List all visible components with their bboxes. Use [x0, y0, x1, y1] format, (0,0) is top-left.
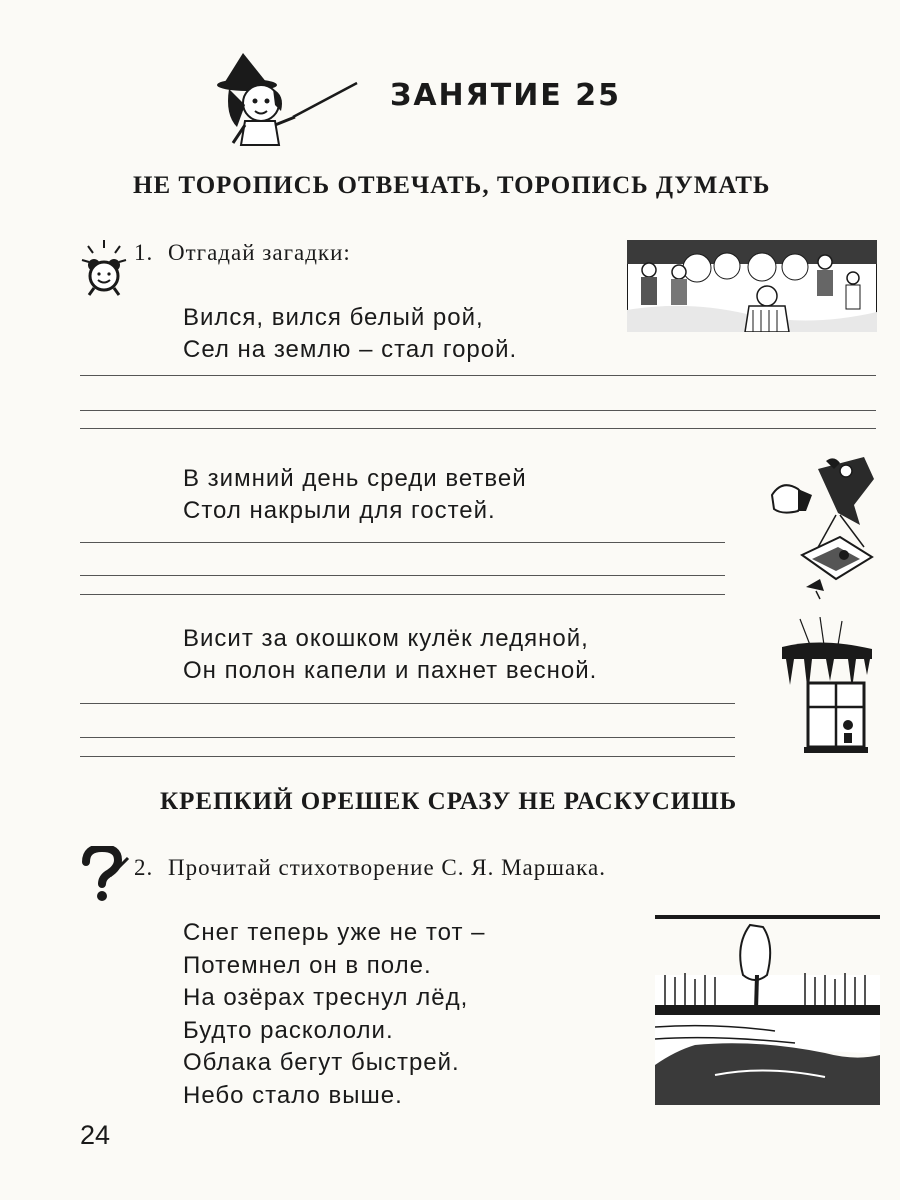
riddle-line: В зимний день среди ветвей	[183, 465, 527, 492]
task-1-prompt	[134, 240, 351, 266]
answer-line	[80, 756, 735, 757]
answer-line	[80, 594, 725, 595]
snow-children-illustration	[627, 240, 877, 332]
riddle-1	[183, 302, 517, 366]
section-title-2: КРЕПКИЙ ОРЕШЕК СРАЗУ НЕ РАСКУСИШЬ	[160, 788, 738, 815]
riddle-line: Висит за окошком кулёк ледяной,	[183, 625, 589, 652]
task-2-prompt	[134, 855, 606, 881]
task-number: 2.	[134, 855, 154, 880]
task-text: Прочитай стихотворение С. Я. Маршака.	[168, 855, 606, 880]
poem-line: Облака бегут быстрей.	[183, 1049, 460, 1076]
wizard-with-pointer-icon	[215, 45, 365, 150]
riddle-2	[183, 463, 527, 527]
lesson-title: ЗАНЯТИЕ 25	[390, 78, 621, 113]
section-title-1: НЕ ТОРОПИСЬ ОТВЕЧАТЬ, ТОРОПИСЬ ДУМАТЬ	[133, 172, 771, 199]
task-text: Отгадай загадки:	[168, 240, 351, 265]
answer-line	[80, 375, 876, 376]
spring-lake-illustration	[655, 915, 880, 1105]
riddle-line: Стол накрыли для гостей.	[183, 497, 496, 524]
icicle-window-illustration	[780, 617, 875, 759]
riddle-3	[183, 623, 597, 687]
answer-line	[80, 428, 876, 429]
riddle-line: Сел на землю – стал горой.	[183, 336, 518, 363]
bird-feeder-illustration	[768, 455, 878, 603]
answer-line	[80, 410, 876, 411]
question-mark-icon	[80, 846, 130, 902]
poem-line: На озёрах треснул лёд,	[183, 984, 469, 1011]
page-number: 24	[80, 1120, 111, 1150]
poem-line: Небо стало выше.	[183, 1081, 403, 1109]
alarm-clock-icon	[80, 238, 128, 298]
riddle-line: Он полон капели и пахнет весной.	[183, 657, 598, 684]
riddle-line: Вился, вился белый рой,	[183, 304, 484, 331]
answer-line	[80, 703, 735, 704]
answer-line	[80, 542, 725, 543]
task-number: 1.	[134, 240, 154, 265]
answer-line	[80, 737, 735, 738]
answer-line	[80, 575, 725, 576]
poem-line: Будто раскололи.	[183, 1016, 394, 1044]
poem-line: Снег теперь уже не тот –	[183, 919, 486, 946]
marshak-poem	[183, 917, 485, 1112]
poem-line: Потемнел он в поле.	[183, 951, 432, 979]
